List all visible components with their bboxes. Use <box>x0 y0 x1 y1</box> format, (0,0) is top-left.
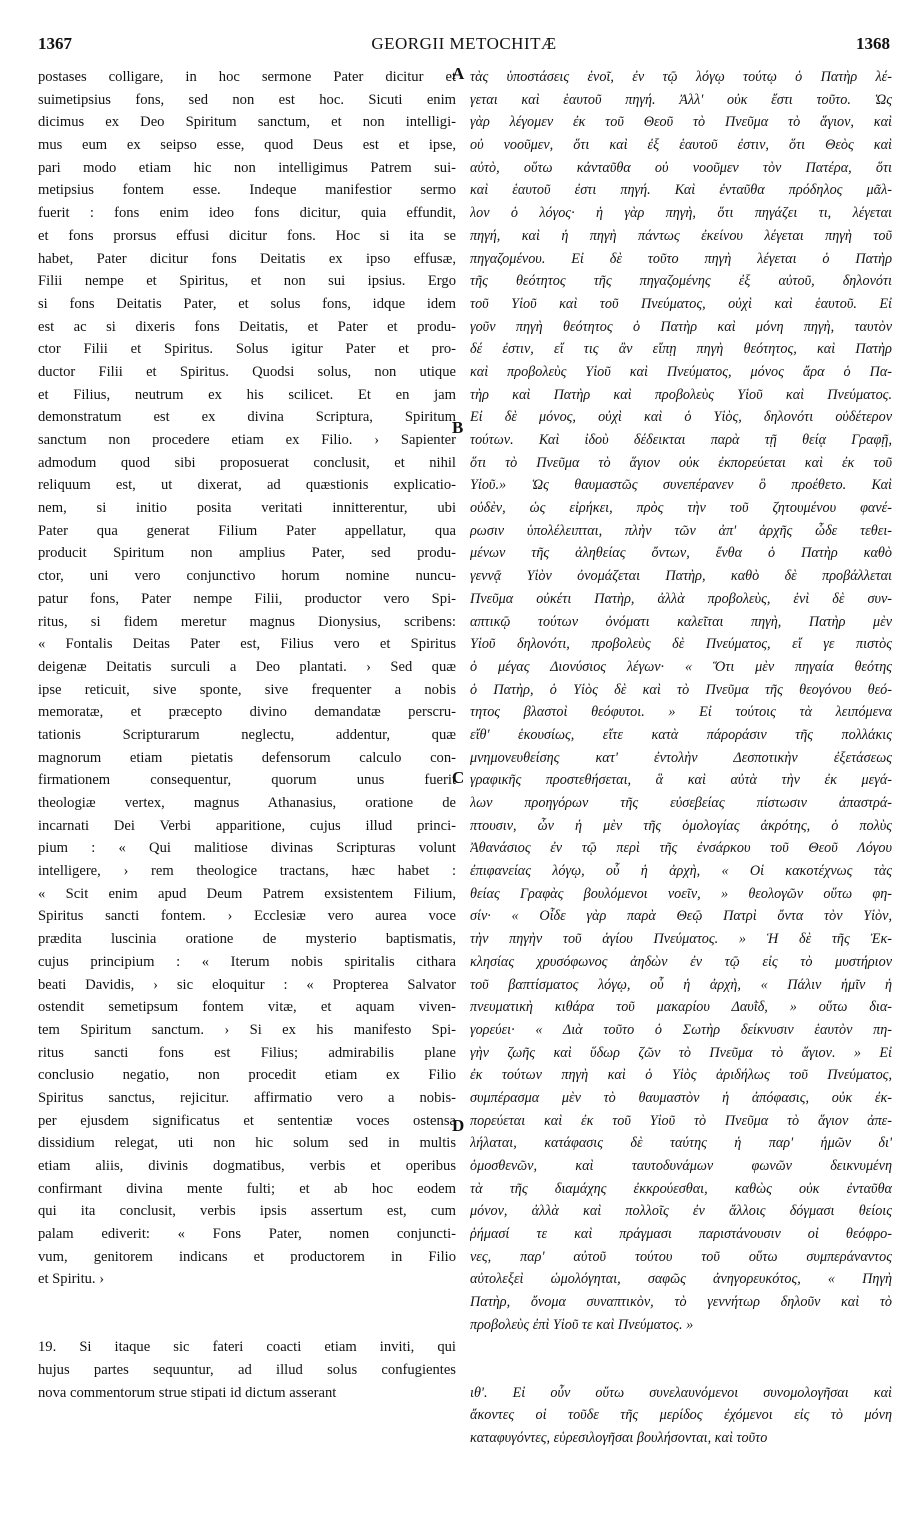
greek-para1-line: γορεύει· « Διὰ τοῦτο ὁ Σωτὴρ δείκνυσιν ἑαυτὸν πη- <box>470 1021 892 1038</box>
right-page-number: 1368 <box>856 34 890 53</box>
greek-para1-line: Πατὴρ, ὄνομα συναπτικὸν, τὸ γεννήτωρ δηλοῦν καὶ τὸ <box>470 1294 892 1311</box>
greek-para1-line: εἴθ' ἑκουσίως, εἴτε κατὰ πάροράσιν τῆς πολλάκις <box>470 726 892 743</box>
greek-para1-line: Εἰ δὲ μόνος, οὐχὶ καὶ ὁ Υἱὸς, δηλονότι οὐδέτερον <box>470 409 892 426</box>
latin-para1-line: ostendit semetipsum fontem vitæ, et aquam viven- <box>38 999 456 1016</box>
latin-para1-line: per ejusdem significatus et sententiæ voces ostensa <box>38 1112 456 1129</box>
greek-para1-line: πηγή, καὶ ἡ πηγὴ πάντως ἐκείνου λέγεται πηγὴ τοῦ <box>470 227 892 244</box>
latin-para1-line: producit Spiritum non amplius Pater, sed produ- <box>38 545 456 562</box>
latin-para1-line: et fons prorsus effusi dicitur fons. Hoc si ita se <box>38 227 456 244</box>
greek-para1-line: πτουσιν, ὧν ἡ μὲν τῆς ὁμολογίας ἀκρότης, ὁ πολὺς <box>470 817 892 834</box>
latin-para1-line: firmationem consequentur, quorum unus fuerit <box>38 772 456 789</box>
greek-para1-line: Υἱοῦ δηλονότι, προβολεὺς δὲ Πνεύματος, εἴ γε πιστὸς <box>470 636 892 653</box>
greek-para1-line: δέ ἐστιν, εἴ τις ἂν εἴπῃ πηγὴ θεότητος, καὶ Πατὴρ <box>470 341 892 358</box>
greek-para1-line: Ἀθανάσιος ἐν τῷ περὶ τῆς ἐνσάρκου τοῦ Θεοῦ Λόγου <box>470 840 892 857</box>
greek-para1-line: πηγαζομένου. Εἰ δὲ τοῦτο πηγὴ λέγεται ὁ Πατὴρ <box>470 250 892 267</box>
greek-para1-line: γὰρ λέγομεν ἐκ τοῦ Θεοῦ τὸ Πνεῦμα τὸ ἅγιον, καὶ <box>470 114 892 131</box>
latin-column <box>38 66 456 1404</box>
greek-para1-line: μένων τῆς ἀληθείας ὄντων, ἔνθα ὁ Πατὴρ καθὸ <box>470 545 892 562</box>
greek-para1-line: ἐκ τούτων πηγὴ καὶ ὁ Υἱὸς ἀριδήλως τοῦ Πνεύματος, <box>470 1067 892 1084</box>
latin-para1-line: conclusio negatio, non procedit etiam ex Filio <box>38 1067 456 1084</box>
greek-para1-line: ὁμοσθενῶν, καὶ ταυτοδυνάμων φωνῶν δεικνυμένη <box>470 1158 892 1174</box>
greek-para1-line: ὁ Πατὴρ, ὁ Υἱὸς δὲ καὶ τὸ Πνεῦμα τῆς θεογόνου θεό- <box>470 681 892 698</box>
latin-para2-line: nova commentorum strue stipati id dictum asserant <box>38 1384 337 1401</box>
latin-para1-line: pium : « Qui malitiose divinas Scripturas volunt <box>38 840 456 857</box>
margin-marker-b: B <box>452 418 464 437</box>
greek-para1-line: γεννᾷ Υἱὸν ὀνομάζεται Πατὴρ, καθὸ δὲ προβάλλεται <box>470 568 892 585</box>
greek-para1-line: γὴν ζωῆς καὶ ὕδωρ ζῶν τὸ Πνεῦμα τὸ ἅγιον. » Εἰ <box>470 1044 892 1061</box>
greek-para1-line: γραφικῆς προστεθήσεται, ἃ καὶ αὐτὰ τὴν ἐκ μεγά- <box>470 772 892 789</box>
greek-para1-line: νες, παρ' αὐτοῦ τούτου τοῦ οὕτω συμπεράναντος <box>470 1248 892 1265</box>
latin-para1-line: si fons Deitatis Pater, et solus fons, idque idem <box>38 295 456 312</box>
greek-para1-line: ὁ μέγας Διονύσιος λέγων· « Ὅτι μὲν πηγαία θεότης <box>470 658 892 675</box>
greek-para2-line: ἄκοντες οἱ τοῦδε τῆς μερίδος ἐχόμενοι εἰς τὸ μόνη <box>470 1407 892 1424</box>
left-page-number: 1367 <box>38 34 72 53</box>
greek-para1-line: μόνον, ἀλλὰ καὶ πολλοῖς ἐν ἄλλοις δόγμασι θείοις <box>470 1203 892 1220</box>
latin-paragraph-gap <box>38 1291 456 1336</box>
latin-para1-line: « Fontalis Deitas Pater est, Filius vero et Spiritus <box>38 636 456 653</box>
latin-para1-line: reliquum est, ut dixerat, ad quæstionis explicatio- <box>38 477 456 494</box>
greek-para2-line: ιθ'. Εἰ οὖν οὕτω συνελαυνόμενοι συνομολογῆσαι καὶ <box>470 1384 892 1401</box>
greek-para1-line: αὐτὸ, οὕτω κἀνταῦθα οὐ νοοῦμεν τὸν Πατέρα, ὅτι <box>470 159 892 176</box>
latin-para1-line: dicimus ex Deo Spiritum sanctum, et non intelligi- <box>38 114 456 131</box>
greek-column <box>470 66 892 1450</box>
latin-para1-line: confirmant divina mente fulti; et ab hoc eodem <box>38 1180 456 1197</box>
latin-para2-line: 19. Si itaque sic fateri coacti etiam inviti, qui <box>38 1339 456 1356</box>
latin-para1-line: qui ita conclusit, verbis ipsis assertum est, cum <box>38 1203 456 1220</box>
greek-para1-line: θείας Γραφὰς βουλόμενοι νοεῖν, » θεολογῶν οὕτω φη- <box>470 885 892 902</box>
greek-para2-line: καταφυγόντες, εὑρεσιλογῆσαι βουλήσονται, καὶ τοῦτο <box>470 1429 768 1446</box>
greek-para1-line: ἐπιφανείας λόγῳ, οὗ ἡ ἀρχὴ, « Οἱ κακοτέχνως τὰς <box>470 863 892 880</box>
latin-para1-line: ritus, si fidem meretur magnus Dionysius, scribens: <box>38 613 456 630</box>
latin-para1-line: cujus principium : « Iterum nobis spiritalis cithara <box>38 953 456 970</box>
latin-para1-line: mus eum ex seipso esse, quod Deus est et ipse, <box>38 137 456 154</box>
latin-para1-line: nem, si initio posita veritati innitterentur, ubi <box>38 500 456 517</box>
latin-para1-line: ctor, uni vero conjunctivo horum nomine nuncu- <box>38 568 456 585</box>
latin-para1-line: tationis Scripturarum neglectu, addentur, quæ <box>38 726 456 743</box>
latin-para1-line: Pater qua generat Filium Pater appellatur, qua <box>38 522 456 539</box>
greek-para1-line: ρωσιν ὑπολέλειπται, πλὴν τῶν ἀπ' ἀρχῆς ὧδε τεθει- <box>470 522 892 539</box>
greek-para1-line: προβολεὺς ἐπὶ Υἱοῦ τε καὶ Πνεύματος. » <box>470 1316 694 1333</box>
greek-para1-line: πνευματικὴ κιθάρα τοῦ μακαρίου Δαυῒδ, » οὕτω δια- <box>470 999 892 1016</box>
greek-para1-line: τῆς θεότητος τῆς πηγαζομένης ἐξ αὐτοῦ, δηλονότι <box>470 273 892 290</box>
greek-para1-line: ὅτι τὸ Πνεῦμα τὸ ἅγιον οὐκ ἐκπορεύεται καὶ ἐκ τοῦ <box>470 454 892 471</box>
greek-para1-line: λήλαται, κατάφασις δὲ ταύτης ἡ παρ' ἡμῶν δι' <box>470 1135 892 1152</box>
greek-para1-line: συμπέρασμα μὲν τὸ θαυμαστὸν ἡ ἀπόφασις, οὐκ ἐκ- <box>470 1089 892 1106</box>
greek-para1-line: τητος βλαστοὶ θεόφυτοι. » Εἰ τούτοις τὰ λειπόμενα <box>470 704 892 721</box>
margin-marker-a: A <box>452 64 465 83</box>
greek-para1-line: πορεύεται καὶ ἐκ τοῦ Υἱοῦ τὸ Πνεῦμα τὸ ἅγιον ἀπε- <box>470 1112 892 1129</box>
latin-para1-line: deigenæ Deitatis surculi a Deo plantati. › Sed quæ <box>38 658 456 675</box>
latin-para1-line: intelligere, › rem theologice tractans, hæc habet : <box>38 863 456 880</box>
greek-para1-line: τὴν πηγὴν τοῦ ἁγίου Πνεύματος. » Ἡ δὲ τῆς Ἐκ- <box>470 931 892 948</box>
latin-para1-line: metipsius fontem esse. Indeque manifestior sermo <box>38 182 456 199</box>
page-header <box>38 34 890 56</box>
latin-para1-line: fuerit : fons enim ideo fons dicitur, quia effundit, <box>38 205 456 222</box>
greek-para1-line: τὴρ καὶ Πατὴρ καὶ προβολεὺς Υἱοῦ καὶ Πνεύματος. <box>470 386 892 403</box>
margin-marker-c: C <box>452 768 465 787</box>
latin-para1-line: vum, genitorem indicans et productorem in Filio <box>38 1248 456 1265</box>
latin-para1-line: theologiæ vertex, magnus Athanasius, oratione de <box>38 795 456 811</box>
latin-para1-line: Filii nempe et Spiritus, et non sui ipsius. Ergo <box>38 273 456 290</box>
latin-para1-line: beati Davidis, › sic eloquitur : « Propterea Salvator <box>38 976 456 993</box>
greek-para1-line: καὶ προβολεὺς Υἱοῦ καὶ Πνεύματος, μόνος ἄρα ὁ Πα- <box>470 363 892 380</box>
latin-para1-line: et Spiritu. › <box>38 1271 105 1288</box>
greek-para1-line: οὐ νοοῦμεν, ὅτι καὶ ἐξ ἑαυτοῦ ἐστιν, ὅτι Θεὸς καὶ <box>470 137 892 154</box>
greek-para1-line: Υἱοῦ.» Ὡς θαυμαστῶς συνεπέρανεν ὃ προέθετο. Καὶ <box>470 477 892 494</box>
latin-para1-line: Spiritus sanctus, rejicitur. affirmatio vero a nobis- <box>38 1089 456 1106</box>
greek-para1-line: απτικῷ τούτων ὀνόματι καλεῖται πηγὴ, Πατὴρ μὲν <box>470 613 892 630</box>
greek-para1-line: τούτων. Καὶ ἰδοὺ δέδεικται παρὰ τῇ θείᾳ Γραφῇ, <box>470 432 892 448</box>
latin-para1-line: memoratæ, et præcepto divino demandatæ perscru- <box>38 704 456 721</box>
latin-para1-line: palam ediverit: « Fons Pater, nomen conjuncti- <box>38 1226 456 1243</box>
latin-para1-line: Spiritus sancti fontem. › Ecclesiæ vero aurea voce <box>38 908 456 925</box>
greek-para1-line: τὰς ὑποστάσεις ἑνοῖ, ἐν τῷ λόγῳ τούτῳ ὁ Πατὴρ λέ- <box>470 69 892 85</box>
greek-para1-line: αὐτολεξεὶ ὡμολόγηται, σαφῶς ἀνηγορευκότος, « Πηγὴ <box>470 1271 892 1288</box>
greek-para1-line: καὶ ἑαυτοῦ ἐστι πηγή. Καὶ ἐνταῦθα πρόδηλος μᾶλ- <box>470 182 892 199</box>
greek-para1-line: γεται καὶ ἑαυτοῦ πηγή. Ἀλλ' οὐκ ἔστι τοῦτο. Ὡς <box>470 91 892 108</box>
latin-para1-line: suimetipsius fons, sed non est hoc. Sicuti enim <box>38 91 456 108</box>
greek-para1-line: οὐδὲν, ὡς εἰρήκει, πρὸς τὴν τοῦ ζητουμένου φανέ- <box>470 500 892 517</box>
latin-para1-line: tem Spiritum sanctum. › Si ex his manifesto Spi- <box>38 1021 456 1038</box>
latin-para1-line: est ac si dixeris fons Deitatis, et Pater et produ- <box>38 318 456 335</box>
latin-para1-line: ductor Filii et Spiritus. Quodsi solus, non utique <box>38 363 456 380</box>
latin-para1-line: prædita luscinia oratione de mysterio baptismatis, <box>38 931 456 948</box>
latin-para1-line: ritus sancti fons est Filius; admirabilis plane <box>38 1044 456 1061</box>
latin-para1-line: etiam aliis, divinis dogmatibus, verbis et operibus <box>38 1158 456 1174</box>
greek-paragraph-gap <box>470 1337 892 1382</box>
greek-para1-line: μνημονευθείσης κατ' ἐντολὴν Δεσποτικὴν ἐξετάσεως <box>470 749 892 766</box>
greek-para1-line: κλησίας χρυσόφωνος ἀηδὼν ἐν τῷ εἰς τὸ μυστήριον <box>470 953 892 970</box>
greek-para1-line: Πνεῦμα οὐκέτι Πατὴρ, ἀλλὰ προβολεὺς, ἑνὶ δὲ συν- <box>470 590 892 607</box>
greek-para1-line: σίν· « Οἶδε γὰρ παρὰ Θεῷ Πατρὶ ὄντα τὸν Υἱὸν, <box>470 908 892 925</box>
latin-para1-line: et Filius, neutrum ex his scilicet. Et en jam <box>38 386 456 403</box>
greek-para1-line: τοῦ Υἱοῦ καὶ τοῦ Πνεύματος, οὐχὶ καὶ ἑαυτοῦ. Εἰ <box>470 295 892 312</box>
greek-para1-line: λον ὁ λόγος· ἡ γὰρ πηγὴ, ὅτι πηγάζει τι, λέγεται <box>470 205 892 222</box>
latin-para1-line: dissidium relegat, uti non hic solum sed in multis <box>38 1135 456 1152</box>
latin-para2-line: hujus partes sequuntur, ad illud solus confugientes <box>38 1361 456 1378</box>
latin-para1-line: ipse reticuit, sive sponte, sive frequenter a nobis <box>38 681 456 698</box>
latin-para1-line: demonstratum est ex divina Scriptura, Spiritum <box>38 409 456 426</box>
running-title: GEORGII METOCHITÆ <box>371 34 557 53</box>
latin-para1-line: incarnati Dei Verbi apparitione, cujus illud princi- <box>38 817 456 834</box>
latin-para1-line: sanctum non procedere etiam ex Filio. › Sapienter <box>38 432 456 448</box>
latin-para1-line: postases colligare, in hoc sermone Pater dicitur et <box>38 69 456 85</box>
latin-para1-line: magnorum etiam pietatis defensorum calculo con- <box>38 749 456 766</box>
latin-para1-line: admodum quod sibi proposuerat conclusit, et nihil <box>38 454 456 471</box>
latin-para1-line: « Scit enim apud Deum Patrem exsistentem Filium, <box>38 885 456 902</box>
greek-para1-line: γοῦν πηγὴ θεότητος ὁ Πατὴρ καὶ μόνη πηγὴ, ταυτὸν <box>470 318 892 335</box>
greek-para1-line: τοῦ βαπτίσματος λόγῳ, οὗ ἡ ἀρχὴ, « Πάλιν ἡμῖν ἡ <box>470 976 892 993</box>
latin-para1-line: habet, Pater dicitur fons Deitatis ex ipso effusæ, <box>38 250 456 267</box>
margin-marker-d: D <box>452 1116 465 1135</box>
greek-para1-line: τὰ τῆς διαμάχης ἐκκρούεσθαι, καθὼς οὐκ ἐνταῦθα <box>470 1180 892 1197</box>
greek-para1-line: λων προηγόρων τῆς εὐσεβείας πίστωσιν ἀπαστρά- <box>470 795 892 811</box>
latin-para1-line: ctor Filii et Spiritus. Solus igitur Pater et pro- <box>38 341 456 358</box>
latin-para1-line: pari modo etiam hic non intelligimus Patrem sui- <box>38 159 456 176</box>
greek-para1-line: ῥήμασί τε καὶ πράγμασι παριστάνουσιν οἱ θεόφρο- <box>470 1226 892 1243</box>
latin-para1-line: patur fons, Pater nempe Filii, productor vero Spi- <box>38 590 456 607</box>
